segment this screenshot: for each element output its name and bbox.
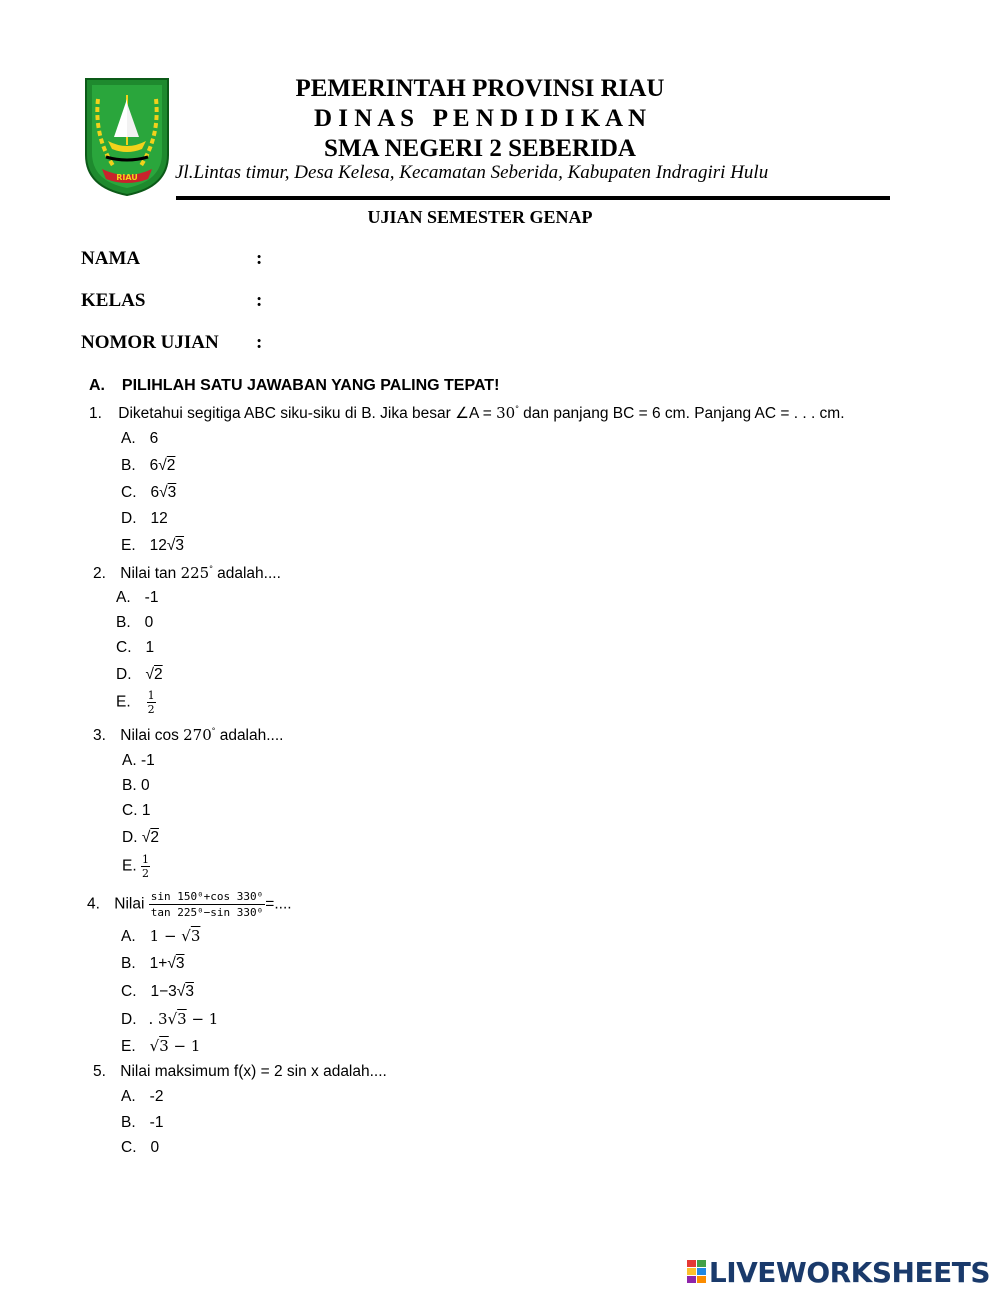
option-1c[interactable]: C. 6√3 — [121, 484, 177, 501]
angle-value: 225 — [180, 564, 210, 583]
angle-value: 30 — [496, 404, 516, 423]
question-number: 3. — [93, 727, 106, 745]
question-number: 1. — [89, 405, 102, 423]
trig-fraction: $\frac{\text{sin 150⁰+cos 330⁰}}{\text{tan 225⁰−sin 330⁰}}$ — [150, 890, 264, 919]
option-4e[interactable]: E. √3 − 1 — [121, 1037, 201, 1055]
option-3a[interactable]: A. -1 — [122, 752, 155, 769]
option-1e[interactable]: E. 12√3 — [121, 537, 185, 554]
option-1b[interactable]: B. 6√2 — [121, 457, 176, 474]
field-label-nomor-ujian: NOMOR UJIAN — [81, 332, 219, 353]
question-text: Nilai cos — [120, 727, 184, 745]
question-text: dan panjang BC = 6 cm. Panjang AC = . . . cm. — [518, 405, 845, 423]
section-heading — [89, 377, 499, 395]
degree-sign: ° — [211, 726, 216, 736]
question-text: Nilai tan — [120, 565, 181, 583]
question-number: 5. — [93, 1063, 106, 1080]
option-4d[interactable]: D. . 3√3 − 1 — [121, 1010, 219, 1028]
liveworksheets-text: LIVEWORKSHEETS — [708, 1256, 990, 1289]
question-text: adalah.... — [215, 727, 284, 745]
option-3d[interactable]: D. √2 — [122, 829, 159, 846]
question-text: Diketahui segitiga ABC siku-siku di B. Jika besar ∠A = — [118, 405, 497, 423]
option-5b[interactable]: B. -1 — [121, 1114, 164, 1131]
question-4 — [87, 889, 292, 920]
option-3c[interactable]: C. 1 — [122, 802, 151, 819]
option-4b[interactable]: B. 1+√3 — [121, 955, 185, 972]
question-text: Nilai — [114, 895, 149, 913]
question-5 — [93, 1063, 387, 1081]
question-number: 4. — [87, 895, 100, 913]
field-colon-nama: : — [256, 248, 263, 269]
question-text: =.... — [265, 895, 292, 913]
header-department: D I N A S P E N D I D I K A N — [313, 105, 647, 132]
exam-title: UJIAN SEMESTER GENAP — [367, 207, 593, 227]
question-text: adalah.... — [212, 565, 281, 583]
question-1 — [89, 404, 845, 423]
option-3b[interactable]: B. 0 — [122, 777, 150, 794]
option-4a[interactable]: A. 1 − √3 — [121, 927, 201, 945]
liveworksheets-icon — [687, 1258, 707, 1280]
option-5a[interactable]: A. -2 — [121, 1088, 164, 1105]
field-colon-kelas: : — [256, 290, 263, 311]
field-label-kelas: KELAS — [81, 290, 146, 311]
fraction: $\frac{1}{2}$ — [147, 689, 155, 716]
header-school-name: SMA NEGERI 2 SEBERIDA — [324, 135, 636, 162]
school-crest-logo — [84, 77, 170, 197]
header-address: Jl.Lintas timur, Desa Kelesa, Kecamatan Seberida, Kabupaten Indragiri Hulu — [175, 162, 769, 183]
header-divider — [176, 196, 890, 200]
option-2b[interactable]: B. 0 — [116, 614, 154, 631]
degree-sign: ° — [515, 404, 519, 414]
liveworksheets-logo[interactable] — [687, 1256, 990, 1289]
option-3e[interactable]: E. $\frac{1}{2}$ — [122, 853, 149, 880]
option-4c[interactable]: C. 1−3√3 — [121, 983, 194, 1000]
question-2 — [93, 564, 281, 583]
option-5c[interactable]: C. 0 — [121, 1139, 160, 1156]
question-3 — [93, 726, 283, 745]
question-number: 2. — [93, 565, 106, 583]
section-letter: A. — [89, 377, 105, 394]
field-label-nama: NAMA — [81, 248, 141, 269]
option-2a[interactable]: A. -1 — [116, 589, 159, 606]
header-government: PEMERINTAH PROVINSI RIAU — [295, 75, 665, 102]
question-text: Nilai maksimum f(x) = 2 sin x adalah.... — [120, 1063, 387, 1080]
field-colon-nomor-ujian: : — [256, 332, 263, 353]
option-1a[interactable]: A. 6 — [121, 430, 159, 447]
fraction: $\frac{1}{2}$ — [141, 853, 149, 880]
degree-sign: ° — [209, 564, 213, 574]
option-2d[interactable]: D. √2 — [116, 666, 163, 683]
option-1d[interactable]: D. 12 — [121, 510, 168, 527]
section-title: PILIHLAH SATU JAWABAN YANG PALING TEPAT! — [121, 377, 500, 394]
option-2c[interactable]: C. 1 — [116, 639, 155, 656]
option-2e[interactable]: E. $\frac{1}{2}$ — [116, 689, 155, 716]
svg-text:RIAU: RIAU — [116, 173, 138, 182]
angle-value: 270 — [183, 726, 212, 745]
